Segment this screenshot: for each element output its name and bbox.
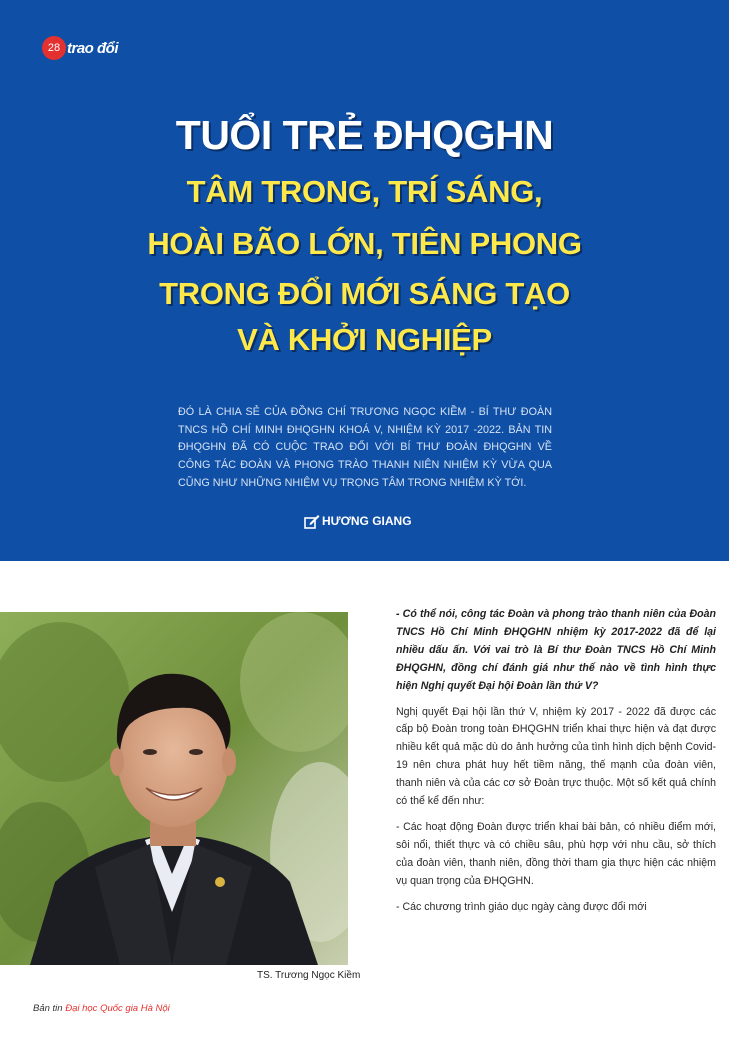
- section-tag: [42, 36, 118, 60]
- footer-prefix: Bản tin: [33, 1003, 63, 1014]
- author-byline: [304, 513, 412, 529]
- section-name: trao đổi: [67, 39, 118, 57]
- page-number-badge: 28: [42, 36, 66, 60]
- article-subtitle-line-2: HOÀI BÃO LỚN, TIÊN PHONG: [147, 226, 582, 261]
- article-subtitle-line-4: VÀ KHỞI NGHIỆP: [237, 322, 492, 357]
- article-title: TUỔI TRẺ ĐHQGHN: [175, 112, 554, 158]
- intro-paragraph: ĐÓ LÀ CHIA SẺ CỦA ĐỒNG CHÍ TRƯƠNG NGỌC KIỀM - BÍ THƯ ĐOÀN TNCS HỒ CHÍ MINH ĐHQGHN KHOÁ V, NHIỆM KỲ 2017 -2022. BẢN TIN ĐHQGHN ĐÃ CÓ CUỘC TRAO ĐỔI VỚI BÍ THƯ ĐOÀN ĐHQGHN VỀ CÔNG TÁC ĐOÀN VÀ PHONG TRÀO THANH NIÊN NHIỆM KỲ VỪA QUA CŨNG NHƯ NHỮNG NHIỆM VỤ TRỌNG TÂM TRONG NHIỆM KỲ TỚI.: [178, 406, 552, 489]
- portrait-photo: [0, 612, 348, 965]
- body-paragraph-2: - Các hoạt động Đoàn được triển khai bài bản, có nhiều điểm mới, sôi nổi, thiết thực và có chiều sâu, phù hợp với nhu cầu, sở thích của đoàn viên, thanh niên, đồng thời tham gia thực hiện các nhiệm vụ quan trọng của ĐHQGHN.: [396, 820, 716, 887]
- pen-icon: [304, 513, 320, 529]
- body-paragraph-1: Nghị quyết Đại hội lần thứ V, nhiệm kỳ 2017 - 2022 đã được các cấp bộ Đoàn trong toàn ĐHQGHN triển khai thực hiện và đạt được nhiều kết quả mặc dù do ảnh hưởng của tình hình dịch bệnh Covid-19 nên chưa phát huy hết tiềm năng, thế mạnh của đoàn viên, thanh niên và của các cơ sở Đoàn trực thuộc. Một số kết quả chính có thể kể đến như:: [396, 705, 716, 808]
- interview-question: - Có thể nói, công tác Đoàn và phong trào thanh niên của Đoàn TNCS Hồ Chí Minh ĐHQGHN nhiệm kỳ 2017-2022 đã để lại nhiều dấu ấn. Với vai trò là Bí thư Đoàn TNCS Hồ Chí Minh ĐHQGHN, đồng chí đánh giá như thế nào về tình hình thực hiện Nghị quyết Đại hội Đoàn lần thứ V?: [396, 608, 716, 692]
- photo-caption: TS. Trương Ngọc Kiềm: [257, 970, 361, 981]
- footer-publication: Đại học Quốc gia Hà Nội: [65, 1003, 170, 1014]
- footer: [33, 1003, 170, 1014]
- author-name: HƯƠNG GIANG: [322, 514, 412, 528]
- article-subtitle-line-3: TRONG ĐỔI MỚI SÁNG TẠO: [159, 276, 570, 311]
- article-body: [396, 606, 716, 925]
- body-paragraph-3: - Các chương trình giáo dục ngày càng được đổi mới: [396, 900, 647, 913]
- article-subtitle-line-1: TÂM TRONG, TRÍ SÁNG,: [186, 174, 543, 209]
